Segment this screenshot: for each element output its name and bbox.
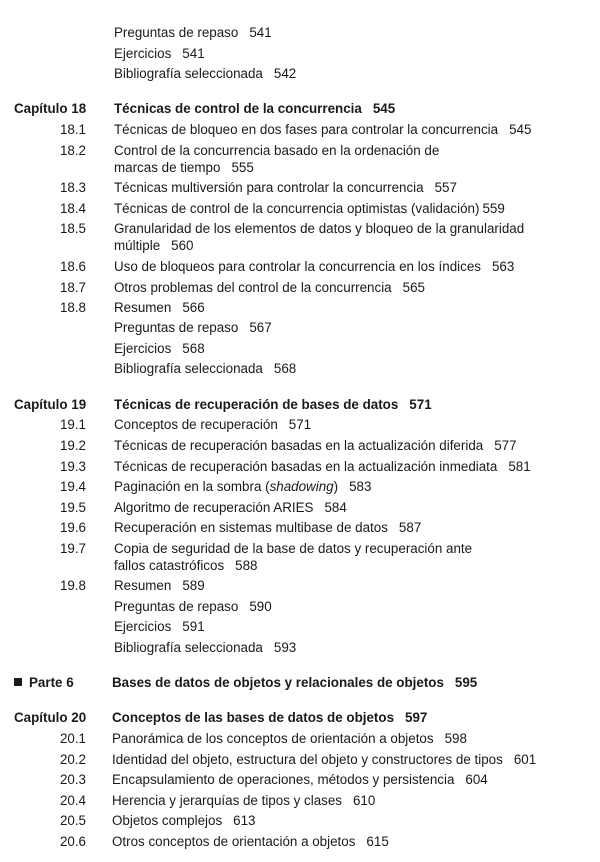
section-number: 19.7 [59, 541, 86, 556]
chapter-page: 597 [405, 710, 428, 725]
section-number: 19.4 [59, 479, 86, 494]
chapter-page: 545 [372, 101, 396, 116]
entry-page: 542 [273, 66, 297, 81]
section-page: 581 [508, 459, 531, 474]
section-number: 18.8 [59, 300, 86, 315]
section-text: Técnicas de bloqueo en dos fases para controlar la concurrencia [114, 122, 499, 137]
entry-page: 541 [182, 46, 205, 61]
section-text: Algoritmo de recuperación ARIES [114, 500, 314, 515]
section-number: 20.1 [59, 731, 86, 746]
entry-text: Preguntas de repaso [114, 320, 239, 335]
section-page: 571 [288, 417, 312, 432]
section-page: 610 [352, 793, 376, 808]
entry-page: 593 [273, 640, 297, 655]
section-page: 566 [182, 300, 205, 315]
section-page: 604 [465, 772, 488, 787]
section-text-italic: shadowing [269, 479, 334, 494]
section-page: 555 [231, 160, 254, 175]
entry-page: 591 [182, 619, 205, 634]
section-text: Herencia y jerarquías de tipos y clases [112, 793, 342, 808]
section-page: 601 [513, 752, 537, 767]
section-text: fallos catastróficos [114, 558, 225, 573]
part-title: Bases de datos de objetos y relacionales de objetos [112, 675, 444, 690]
section-text: Recuperación en sistemas multibase de datos [114, 520, 388, 535]
section-page: 577 [494, 438, 517, 453]
section-number: 19.6 [59, 520, 86, 535]
chapter-label: Capítulo 18 [14, 101, 87, 116]
section-text: Panorámica de los conceptos de orientación a objetos [112, 731, 434, 746]
section-text: múltiple [114, 238, 161, 253]
section-number: 18.6 [59, 259, 86, 274]
section-number: 18.3 [59, 180, 86, 195]
entry-text: Preguntas de repaso [114, 599, 239, 614]
chapter-title: Técnicas de recuperación de bases de datos [114, 397, 399, 412]
section-number: 19.3 [59, 459, 86, 474]
section-text: Resumen [114, 578, 172, 593]
section-page: 557 [434, 180, 457, 195]
section-text: Granularidad de los elementos de datos y bloqueo de la granularidad [114, 221, 525, 236]
part-label: Parte 6 [29, 675, 74, 690]
section-page: 589 [182, 578, 205, 593]
section-number: 20.2 [59, 752, 86, 767]
section-number: 20.6 [59, 834, 86, 849]
section-number: 20.4 [59, 793, 86, 808]
section-text: Identidad del objeto, estructura del objeto y constructores de tipos [112, 752, 503, 767]
section-text: Otros conceptos de orientación a objetos [112, 834, 356, 849]
section-number: 18.4 [59, 201, 86, 216]
section-text: Control de la concurrencia basado en la ordenación de [114, 143, 440, 158]
section-page: 588 [235, 558, 258, 573]
section-text: Objetos complejos [112, 813, 223, 828]
entry-text: Ejercicios [114, 46, 172, 61]
section-text: Otros problemas del control de la concurrencia [114, 280, 392, 295]
section-text: ) [333, 479, 339, 494]
section-page: 565 [402, 280, 425, 295]
entry-page: 568 [273, 361, 297, 376]
square-bullet-icon [14, 678, 22, 686]
entry-text: Bibliografía seleccionada [114, 66, 263, 81]
section-text: marcas de tiempo [114, 160, 221, 175]
entry-page: 568 [182, 341, 205, 356]
section-text: Encapsulamiento de operaciones, métodos y persistencia [112, 772, 455, 787]
section-number: 19.1 [59, 417, 86, 432]
section-page: 545 [509, 122, 532, 137]
section-text: Técnicas de control de la concurrencia optimistas (validación) [114, 201, 480, 216]
entry-page: 590 [249, 599, 272, 614]
chapter-title: Técnicas de control de la concurrencia [114, 101, 362, 116]
section-page: 615 [366, 834, 389, 849]
entry-text: Bibliografía seleccionada [114, 361, 263, 376]
section-text: Resumen [114, 300, 172, 315]
section-number: 18.1 [59, 122, 86, 137]
section-number: 19.2 [59, 438, 86, 453]
entry-text: Ejercicios [114, 341, 172, 356]
entry-page: 567 [249, 320, 272, 335]
section-text: Técnicas de recuperación basadas en la actualización inmediata [114, 459, 498, 474]
section-number: 18.7 [59, 280, 86, 295]
part-page: 595 [454, 675, 478, 690]
entry-text: Ejercicios [114, 619, 172, 634]
section-page: 584 [324, 500, 347, 515]
section-number: 20.3 [59, 772, 86, 787]
section-text: Técnicas de recuperación basadas en la actualización diferida [114, 438, 484, 453]
section-text: Paginación en la sombra ( [114, 479, 270, 494]
chapter-label: Capítulo 20 [14, 710, 87, 725]
entry-page: 541 [249, 25, 272, 40]
section-number: 18.5 [59, 221, 86, 236]
section-number: 18.2 [59, 143, 86, 158]
section-page: 598 [444, 731, 467, 746]
section-page: 563 [491, 259, 515, 274]
section-page: 583 [349, 479, 372, 494]
section-number: 19.5 [59, 500, 86, 515]
section-text: Copia de seguridad de la base de datos y recuperación ante [114, 541, 473, 556]
entry-text: Bibliografía seleccionada [114, 640, 263, 655]
section-page: 587 [398, 520, 422, 535]
section-page: 559 [482, 201, 505, 216]
section-number: 19.8 [59, 578, 86, 593]
chapter-label: Capítulo 19 [14, 397, 87, 412]
section-page: 560 [171, 238, 194, 253]
section-text: Conceptos de recuperación [114, 417, 278, 432]
chapter-page: 571 [409, 397, 432, 412]
entry-text: Preguntas de repaso [114, 25, 239, 40]
chapter-title: Conceptos de las bases de datos de objetos [112, 710, 395, 725]
section-page: 613 [233, 813, 256, 828]
section-text: Uso de bloqueos para controlar la concurrencia en los índices [114, 259, 481, 274]
section-number: 20.5 [59, 813, 86, 828]
section-text: Técnicas multiversión para controlar la concurrencia [114, 180, 424, 195]
